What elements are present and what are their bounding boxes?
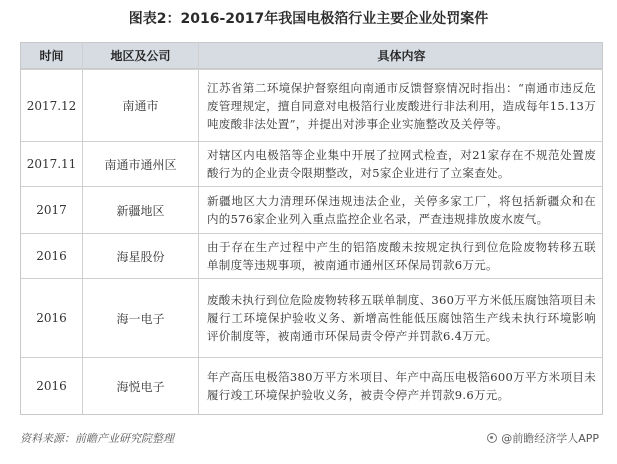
row-time: 2016 xyxy=(21,234,83,278)
brand-credit xyxy=(487,430,599,446)
header-content: 具体内容 xyxy=(377,49,426,63)
row-time: 2017.11 xyxy=(21,142,83,186)
row-region: 海一电子 xyxy=(83,279,199,357)
source-note: 资料来源：前瞻产业研究院整理 xyxy=(20,432,174,445)
row-region: 海悦电子 xyxy=(83,358,199,414)
header-time: 时间 xyxy=(21,43,83,68)
row-time: 2016 xyxy=(21,279,83,357)
row-content: 新疆地区大力清理环保违规违法企业，关停多家工厂，将包括新疆众和在内的576家企业列入重点监控企业名录，严查违规排放废水废气。 xyxy=(207,194,596,226)
row-region: 新疆地区 xyxy=(83,187,199,233)
brand-text: @前瞻经济学人APP xyxy=(501,432,599,445)
table-row xyxy=(21,233,602,278)
row-time: 2017 xyxy=(21,187,83,233)
row-region: 南通市 xyxy=(83,70,199,141)
row-time: 2016 xyxy=(21,358,83,414)
header-region: 地区及公司 xyxy=(83,43,199,68)
penalty-cases-table xyxy=(20,42,603,415)
brand-logo-icon xyxy=(487,433,497,443)
table-row xyxy=(21,141,602,186)
row-content: 废酸未执行到位危险废物转移五联单制度、360万平方米低压腐蚀箔项目未履行工环境保护验收义务、新增高性能低压腐蚀箔生产线未执行环境影响评价制度等，被南通市环保局责令停产并罚款6.4万元。 xyxy=(207,293,596,343)
row-content: 江苏省第二环境保护督察组向南通市反馈督察情况时指出：“南通市违反危废管理规定，擅自同意对电极箔行业废酸进行非法利用，造成每年15.13万吨废酸非法处置”，并提出对涉事企业实施整改及关停等。 xyxy=(207,80,596,131)
row-time: 2017.12 xyxy=(21,70,83,141)
row-region: 南通市通州区 xyxy=(83,142,199,186)
table-row xyxy=(21,357,602,414)
table-row xyxy=(21,69,602,141)
table-row xyxy=(21,186,602,233)
row-region: 海星股份 xyxy=(83,234,199,278)
row-content: 对辖区内电极箔等企业集中开展了拉网式检查，对21家存在不规范处置废酸行为的企业责令限期整改，对5家企业进行了立案查处。 xyxy=(207,148,596,180)
table-header xyxy=(21,43,602,69)
table-row xyxy=(21,278,602,357)
row-content: 年产高压电极箔380万平方米项目、年产中高压电极箔600万平方米项目未履行竣工环境保护验收义务，被责令停产并罚款9.6万元。 xyxy=(207,370,596,402)
chart-title: 图表2：2016-2017年我国电极箔行业主要企业处罚案件 xyxy=(128,11,489,27)
row-content: 由于存在生产过程中产生的铝箔废酸未按规定执行到位危险废物转移五联单制度等违规事项，被南通市通州区环保局罚款6万元。 xyxy=(207,240,596,272)
